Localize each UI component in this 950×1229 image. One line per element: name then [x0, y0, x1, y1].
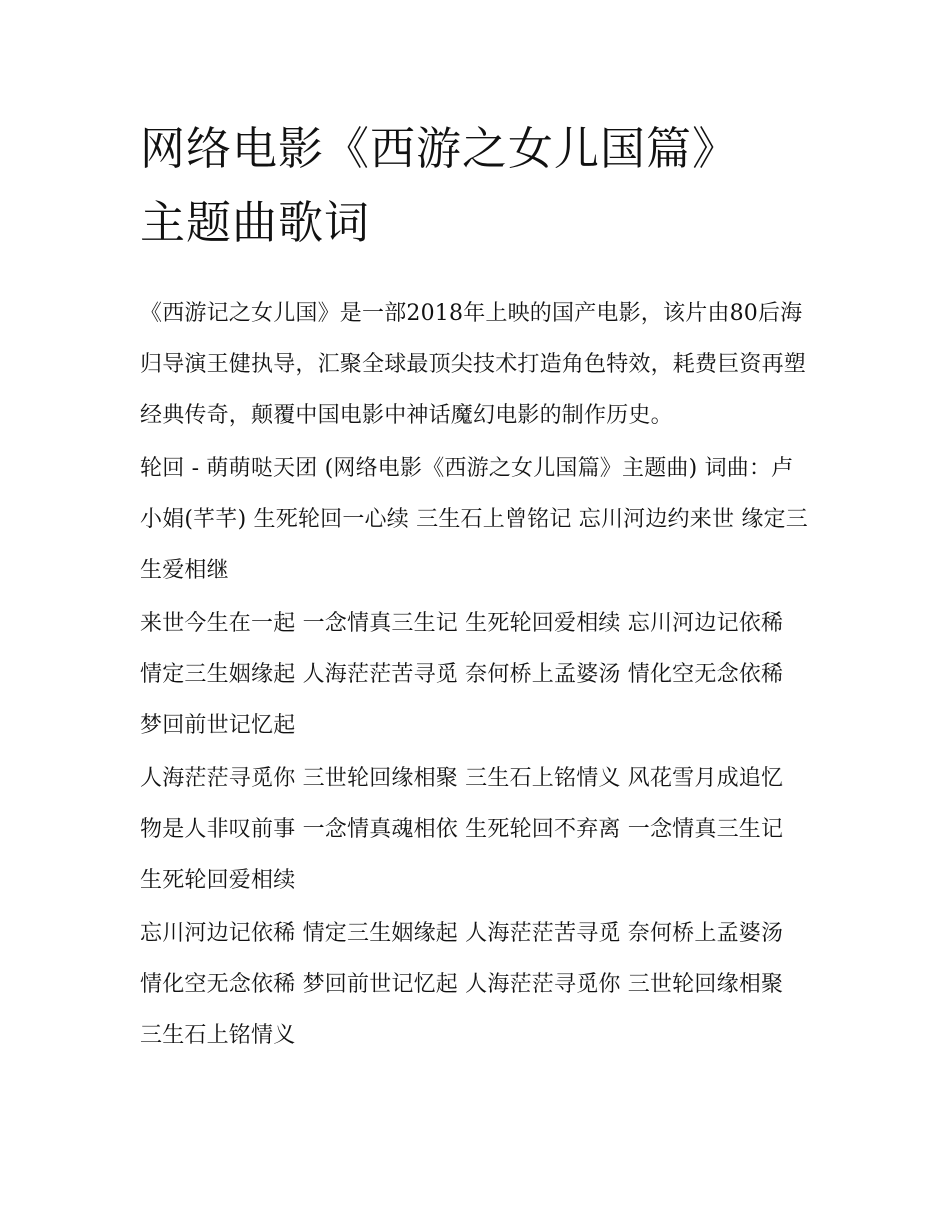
lyrics-paragraph-1: 轮回 - 萌萌哒天团 (网络电影《西游之女儿国篇》主题曲) 词曲：卢小娟(芊芊) 生死轮回一心续 三生石上曾铭记 忘川河边约来世 缘定三生爱相继	[140, 456, 808, 583]
title-line-2: 主题曲歌词	[140, 196, 371, 249]
lyrics-paragraph-3: 人海茫茫寻觅你 三世轮回缘相聚 三生石上铭情义 风花雪月成追忆 物是人非叹前事 一念情真魂相依 生死轮回不弃离 一念情真三生记 生死轮回爱相续	[140, 766, 784, 893]
title-line-1: 网络电影《西游之女儿国篇》	[140, 122, 739, 175]
lyrics-paragraph-2: 来世今生在一起 一念情真三生记 生死轮回爱相续 忘川河边记依稀 情定三生姻缘起 人海茫茫苦寻觅 奈何桥上孟婆汤 情化空无念依稀 梦回前世记忆起	[140, 611, 784, 738]
document-body	[140, 112, 812, 1063]
document-title	[140, 112, 812, 260]
intro-paragraph: 《西游记之女儿国》是一部2018年上映的国产电影，该片由80后海归导演王健执导，汇聚全球最顶尖技术打造角色特效，耗费巨资再塑经典传奇，颠覆中国电影中神话魔幻电影的制作历史。	[140, 301, 807, 428]
lyrics-paragraph-4: 忘川河边记依稀 情定三生姻缘起 人海茫茫苦寻觅 奈何桥上孟婆汤 情化空无念依稀 梦回前世记忆起 人海茫茫寻觅你 三世轮回缘相聚 三生石上铭情义	[140, 921, 784, 1048]
